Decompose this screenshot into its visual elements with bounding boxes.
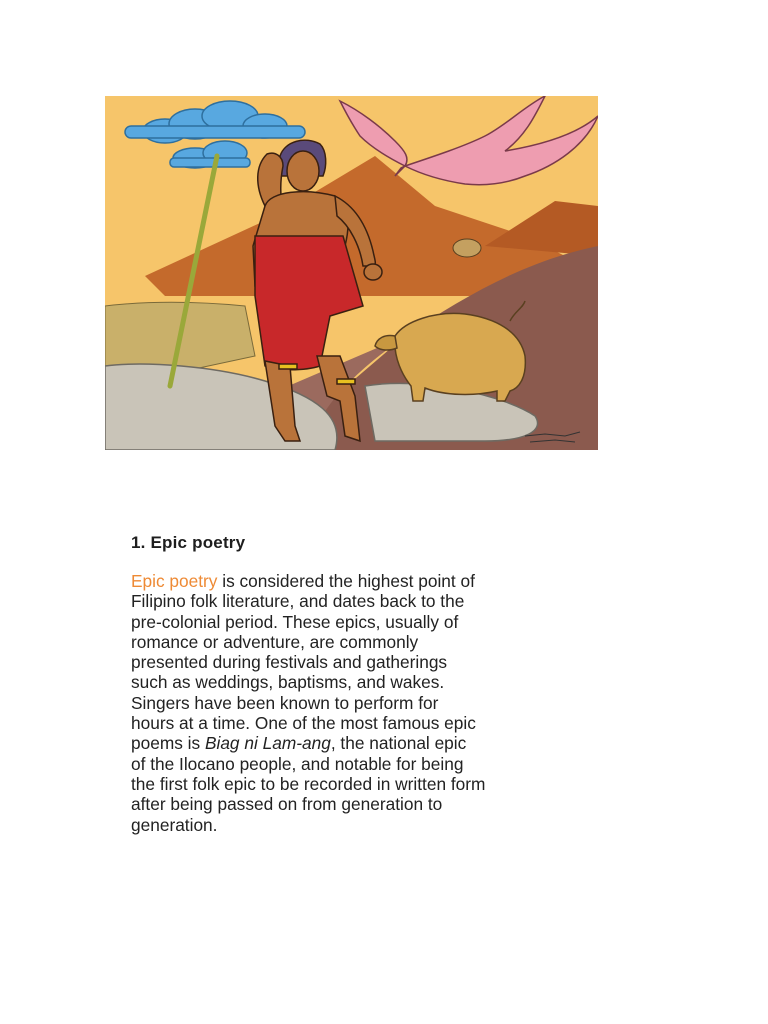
lam-ang-illustration-svg (105, 96, 598, 450)
section-paragraph (131, 571, 671, 835)
paragraph-part-2: , the national epic of the Ilocano people, and notable for being the first folk epic to be recorded in written form after being passed on from generation to generation. (131, 733, 486, 835)
section-heading: 1. Epic poetry (131, 533, 246, 552)
paragraph-part-1: is considered the highest point of Filipino folk literature, and dates back to the pre-colonial period. These epics, usually of romance or adventure, are commonly presented during festivals and gatherings such as weddings, baptisms, and wakes. Singers have been known to perform for hours at a time. One of the most famous epic poems is (131, 571, 476, 754)
lam-ang-illustration (105, 96, 598, 450)
distant-boar-icon (453, 239, 481, 257)
epic-title: Biag ni Lam-ang (204, 733, 331, 754)
epic-poetry-link[interactable]: Epic poetry (131, 571, 218, 591)
